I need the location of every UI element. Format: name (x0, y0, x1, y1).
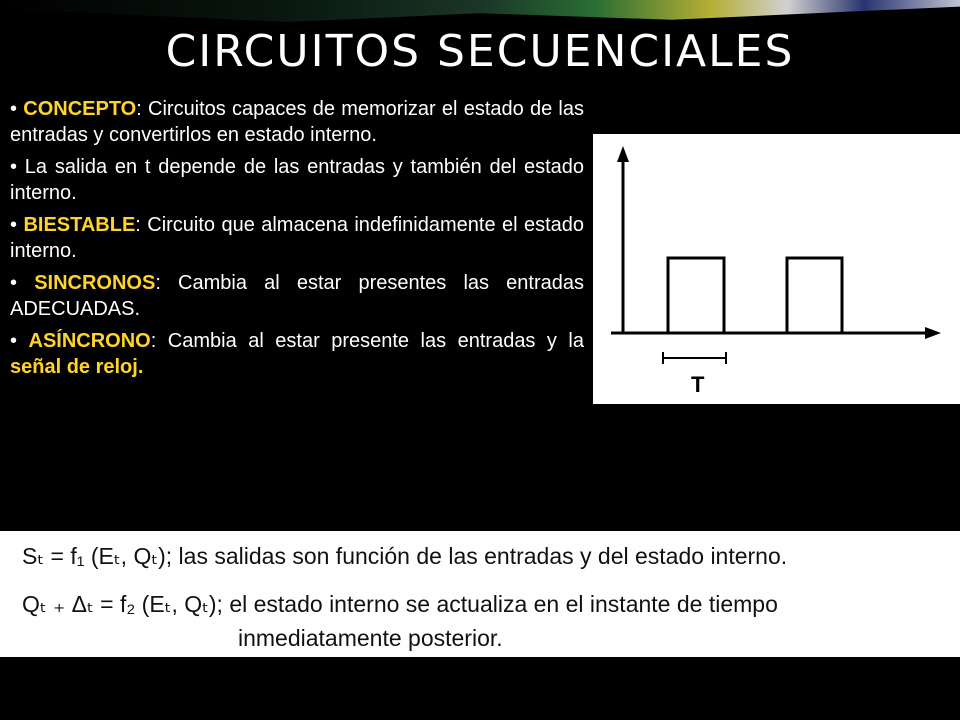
bullet-text: : Circuito que almacena indefinidamente el estado interno. (10, 214, 585, 262)
bullet-text: La salida en t depende de las entradas y también del estado interno. (10, 156, 584, 204)
formula-estado-interno: Qₜ ₊ Δₜ = f₂ (Eₜ, Qₜ); el estado interno se actualiza en el instante de tiempo (22, 591, 778, 617)
clock-signal-diagram (593, 134, 960, 404)
formula-box (0, 531, 960, 657)
bullet-marker: • (10, 98, 18, 120)
bullet-list (10, 96, 584, 386)
keyword-sincronos: SINCRONOS (34, 272, 156, 294)
bullet-biestable (10, 212, 584, 264)
period-label: T (691, 372, 705, 397)
bullet-text: : Circuitos capaces de memorizar el estado de las entradas y convertirlos en estado interno. (10, 98, 585, 146)
clock-signal-svg (593, 134, 960, 404)
pulse-2 (787, 258, 842, 333)
keyword-biestable: BIESTABLE (23, 214, 136, 236)
pulse-1 (668, 258, 724, 333)
bullet-salida (10, 154, 584, 206)
highlight-senal-reloj: señal de reloj. (10, 356, 144, 378)
formula-continuation: inmediatamente posterior. (238, 625, 503, 651)
bullet-concepto (10, 96, 584, 148)
slide-title: CIRCUITOS SECUENCIALES (165, 26, 795, 77)
keyword-asincrono: ASÍNCRONO (28, 330, 151, 352)
keyword-concepto: CONCEPTO (23, 98, 137, 120)
bullet-text: : Cambia al estar presentes las entradas ADECUADAS. (10, 272, 585, 320)
bullet-marker: • (10, 214, 18, 236)
y-axis-arrow (617, 146, 629, 162)
bullet-asincrono (10, 328, 584, 380)
bullet-text: : Cambia al estar presente las entradas y la (150, 330, 584, 352)
x-axis-arrow (925, 327, 941, 339)
formula-salidas: Sₜ = f₁ (Eₜ, Qₜ); las salidas son función de las entradas y del estado interno. (22, 543, 788, 569)
bullet-marker: • (10, 330, 18, 352)
bullet-marker: • (10, 156, 18, 178)
decorative-top-band (0, 0, 960, 22)
bullet-marker: • (10, 272, 18, 294)
bullet-sincronos (10, 270, 584, 322)
